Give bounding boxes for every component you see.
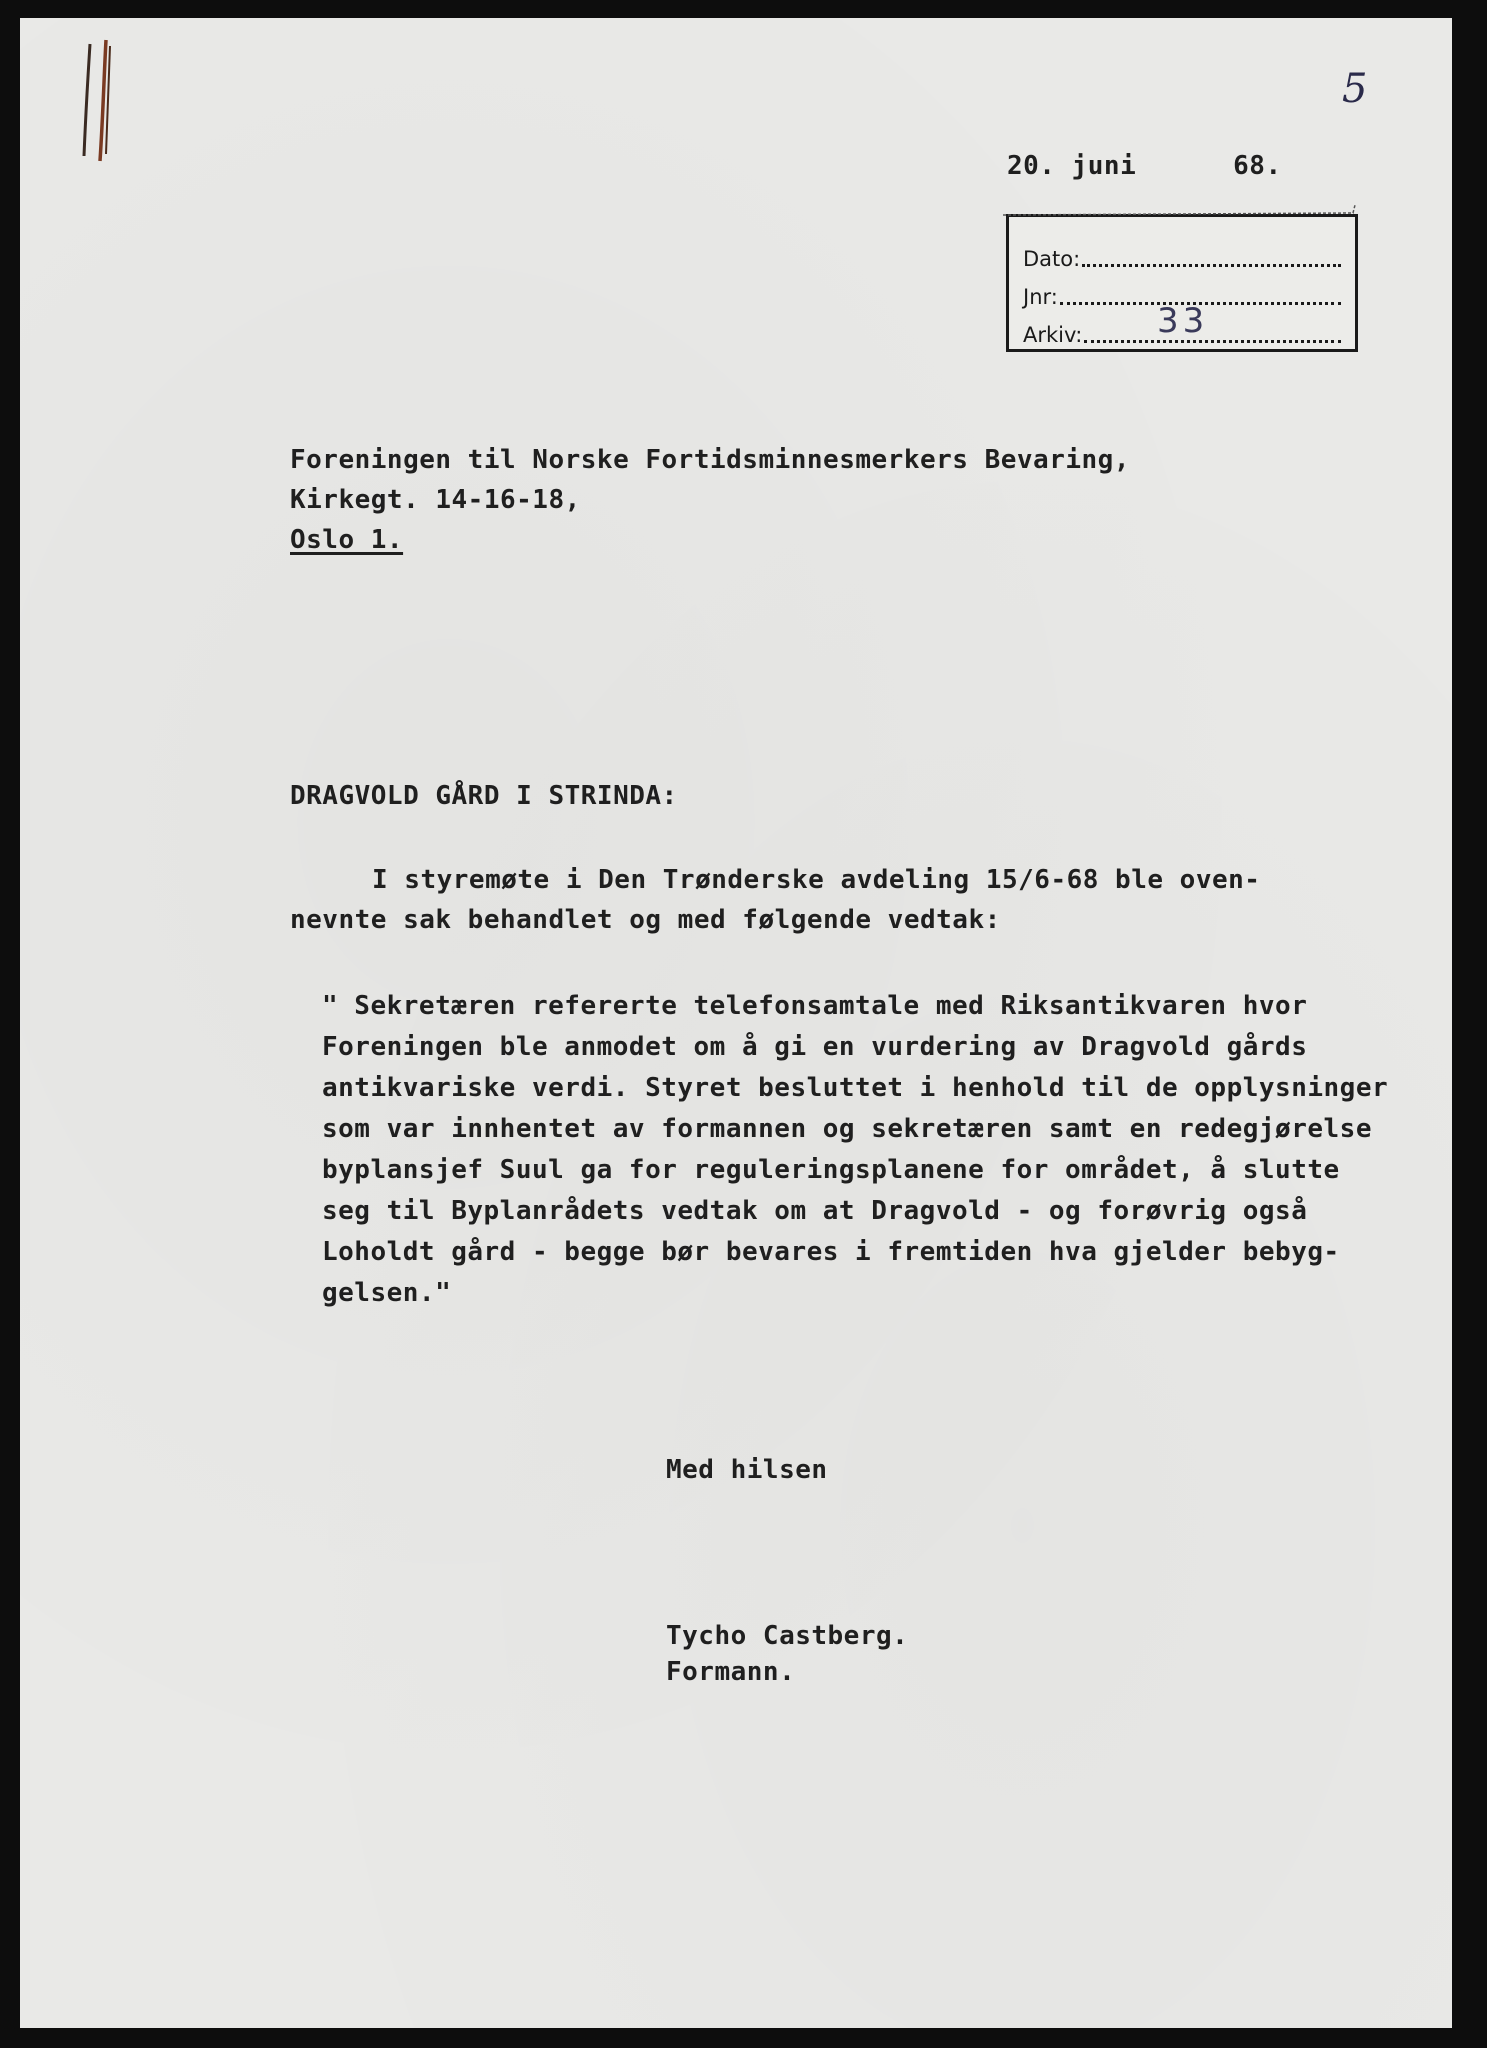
quote-line: byplansjef Suul ga for reguleringsplanene for området, å slutte xyxy=(322,1155,1340,1185)
quote-line: gelsen." xyxy=(322,1278,452,1308)
stamp-dato-line xyxy=(1082,262,1341,267)
subject-line: DRAGVOLD GÅRD I STRINDA: xyxy=(290,781,678,811)
stamp-edge xyxy=(1003,205,1363,217)
intro-line: I styremøte i Den Trønderske avdeling 15/6-68 ble oven- xyxy=(372,865,1261,895)
quote-line: antikvariske verdi. Styret besluttet i henhold til de opplysninger xyxy=(322,1073,1389,1103)
quote-line: Loholdt gård - begge bør bevares i fremtiden hva gjelder bebyg- xyxy=(322,1237,1340,1267)
stamp-archive-number xyxy=(1147,301,1237,347)
quote-line: som var innhentet av formannen og sekretæren samt en redegjørelse xyxy=(322,1114,1372,1144)
stamp-archive-number-text: 33 xyxy=(1157,301,1209,341)
quote-line: " Sekretæren refererte telefonsamtale med Riksantikvaren hvor xyxy=(322,991,1308,1021)
page-number xyxy=(1342,66,1382,126)
signer-title: Formann. xyxy=(666,1657,796,1687)
closing-greeting: Med hilsen xyxy=(666,1455,828,1485)
stamp-dato-label: Dato: xyxy=(1023,247,1081,271)
stamp-arkiv-label: Arkiv: xyxy=(1023,323,1083,347)
page-number-text: 5 xyxy=(1342,66,1368,112)
quote-line: Foreningen ble anmodet om å gi en vurdering av Dragvold gårds xyxy=(322,1032,1308,1062)
recipient-line-2: Kirkegt. 14-16-18, xyxy=(290,485,581,515)
archive-stamp xyxy=(1006,214,1358,352)
stamp-jnr-label: Jnr: xyxy=(1023,285,1058,309)
letter-date: 20. juni 68. xyxy=(1007,151,1282,181)
margin-marks xyxy=(72,36,122,166)
stamp-row-dato xyxy=(1023,237,1341,271)
letter-page xyxy=(20,18,1452,2028)
quote-line: seg til Byplanrådets vedtak om at Dragvold - og forøvrig også xyxy=(322,1196,1308,1226)
recipient-line-3: Oslo 1. xyxy=(290,525,404,555)
intro-line: nevnte sak behandlet og med følgende vedtak: xyxy=(290,905,1001,935)
recipient-line-1: Foreningen til Norske Fortidsminnesmerkers Bevaring, xyxy=(290,445,1130,475)
signer-name: Tycho Castberg. xyxy=(666,1621,909,1651)
